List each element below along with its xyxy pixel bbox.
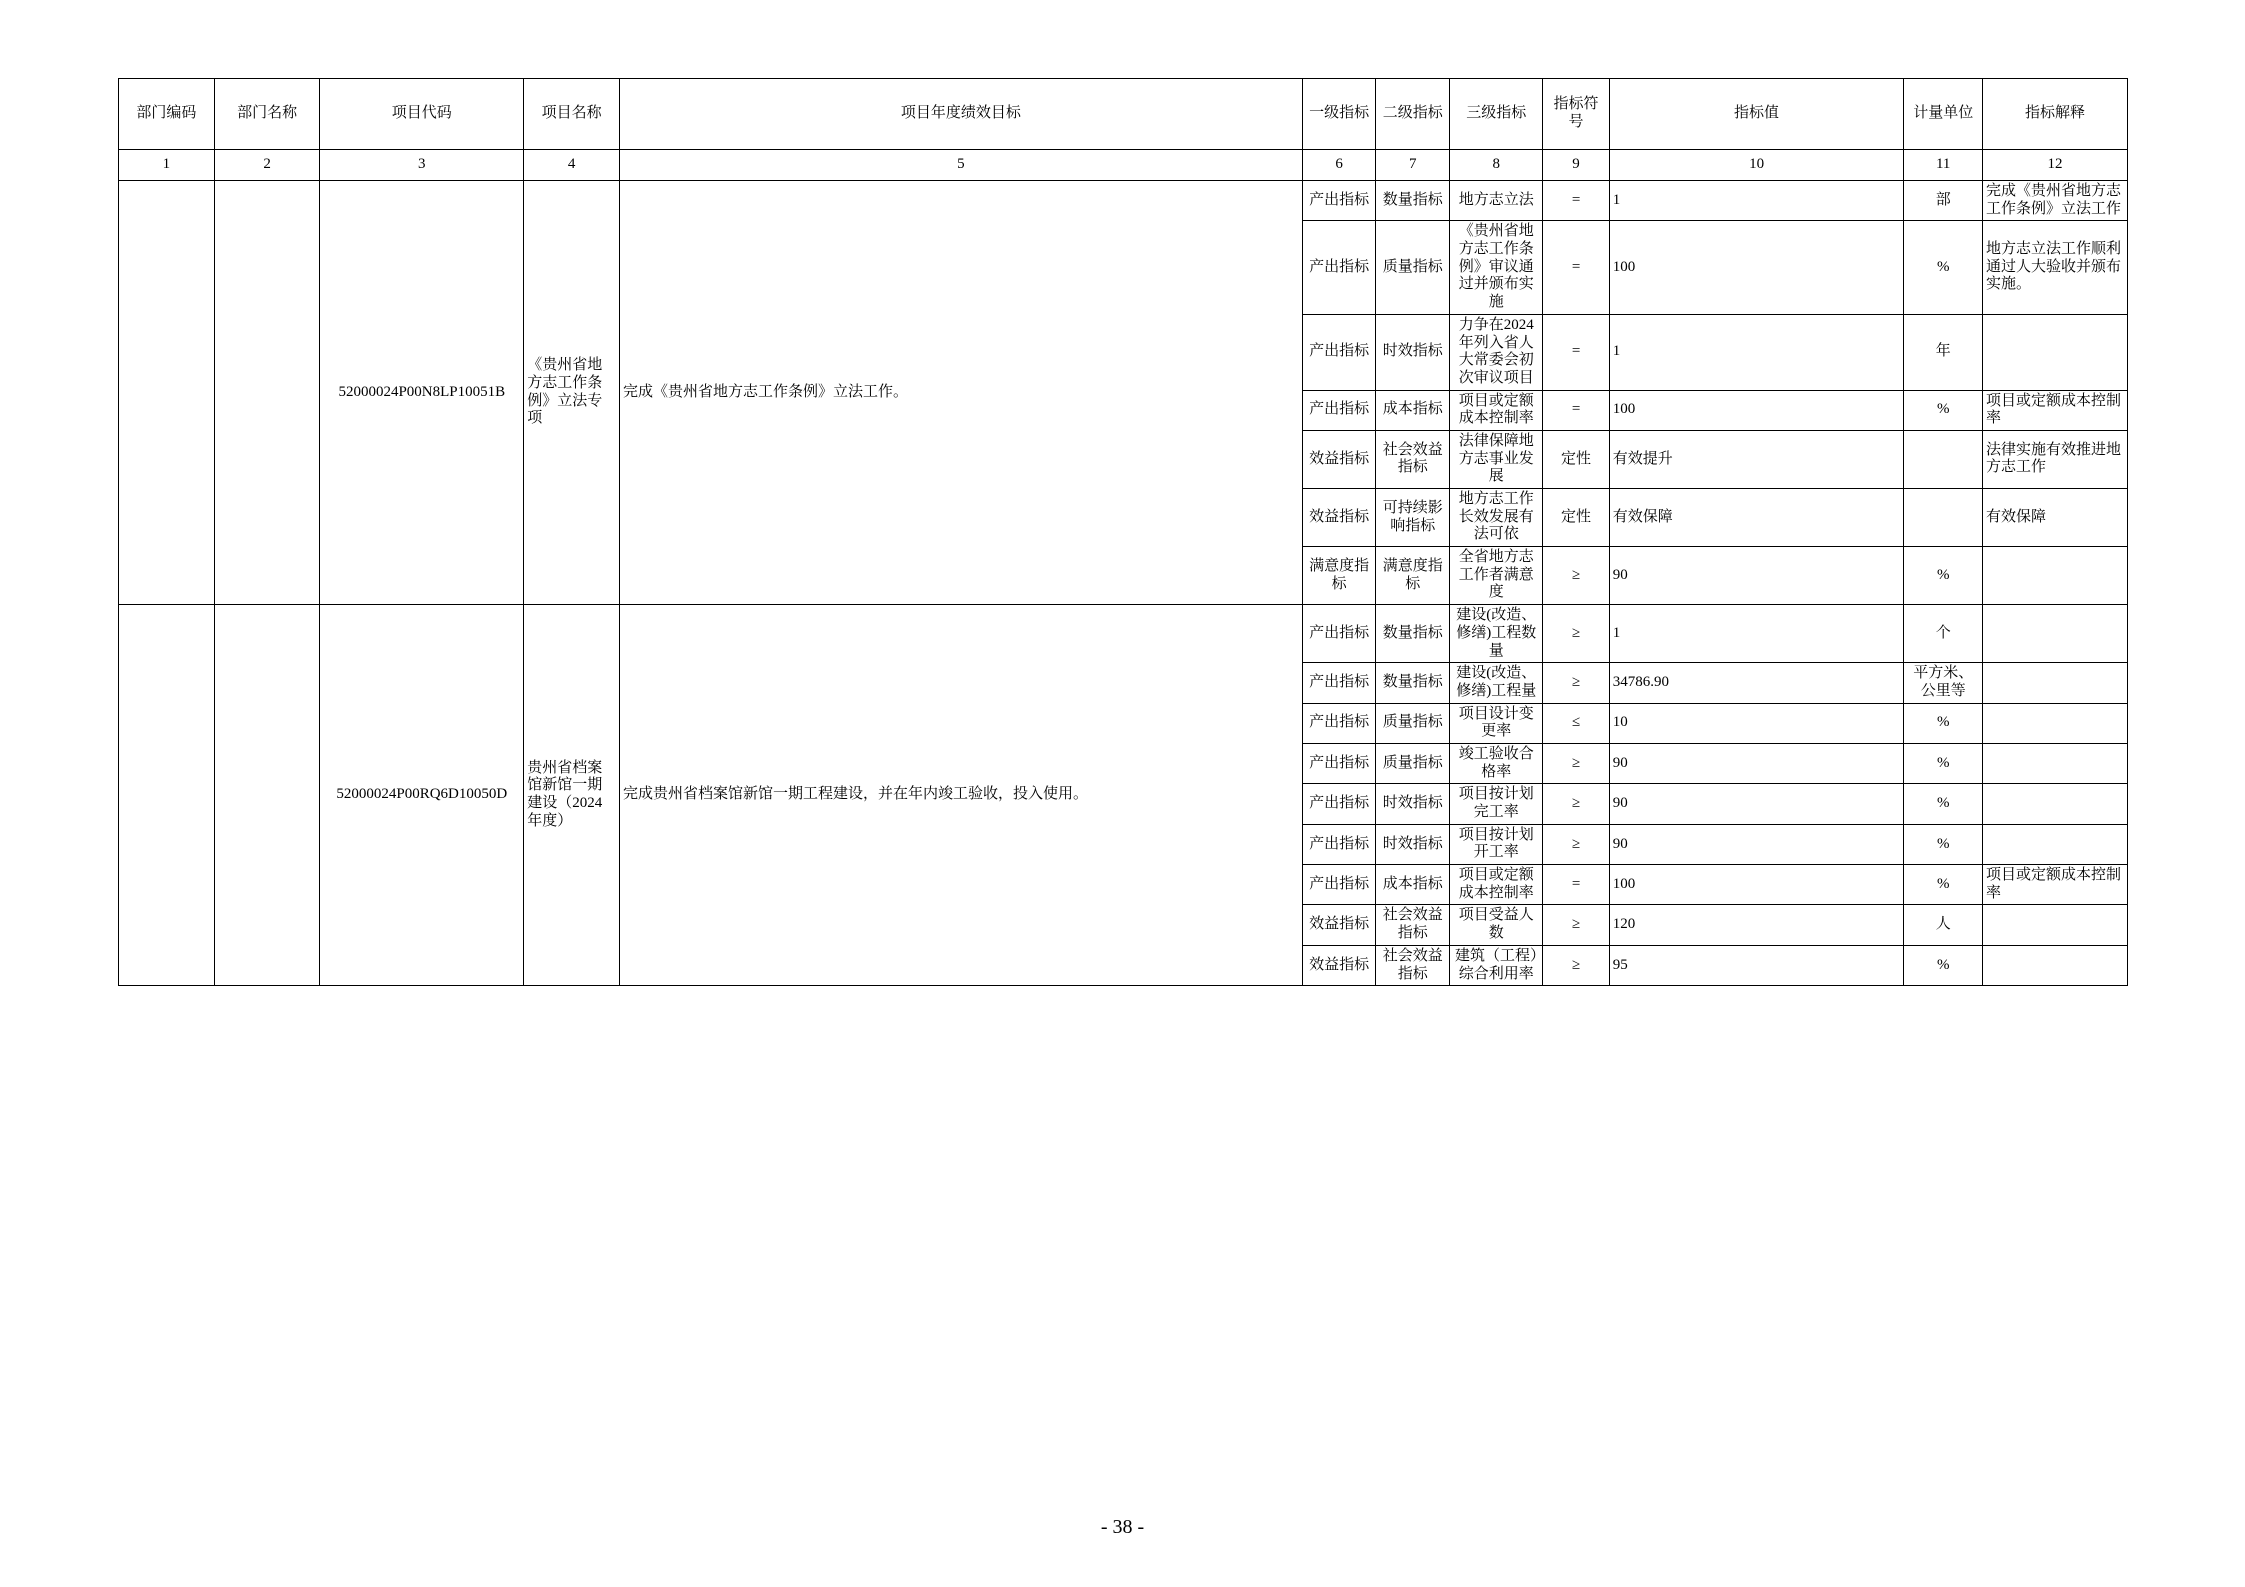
- cell-indicator-explanation: 地方志立法工作顺利通过人大验收并颁布实施。: [1983, 221, 2128, 314]
- cell-unit: %: [1904, 743, 1983, 783]
- cell-level3-indicator: 建设(改造、修缮)工程量: [1450, 663, 1543, 703]
- cell-unit: 平方米、公里等: [1904, 663, 1983, 703]
- cell-level3-indicator: 项目或定额成本控制率: [1450, 865, 1543, 905]
- performance-target-table: [118, 78, 2128, 986]
- cell-indicator-value: 34786.90: [1609, 663, 1904, 703]
- cell-indicator-explanation: 有效保障: [1983, 489, 2128, 547]
- cell-unit: %: [1904, 547, 1983, 605]
- cell-level2-indicator: 时效指标: [1376, 784, 1450, 824]
- cell-level2-indicator: 成本指标: [1376, 865, 1450, 905]
- cell-level3-indicator: 全省地方志工作者满意度: [1450, 547, 1543, 605]
- cell-indicator-value: 90: [1609, 743, 1904, 783]
- cell-level2-indicator: 数量指标: [1376, 663, 1450, 703]
- cell-department-name: [214, 181, 320, 605]
- cell-level3-indicator: 《贵州省地方志工作条例》审议通过并颁布实施: [1450, 221, 1543, 314]
- cell-project-name: 《贵州省地方志工作条例》立法专项: [524, 181, 620, 605]
- column-number: 12: [1983, 150, 2128, 181]
- cell-indicator-explanation: [1983, 314, 2128, 390]
- cell-department-code: [119, 181, 215, 605]
- cell-level2-indicator: 质量指标: [1376, 743, 1450, 783]
- cell-unit: %: [1904, 784, 1983, 824]
- cell-level3-indicator: 项目受益人数: [1450, 905, 1543, 945]
- cell-indicator-explanation: [1983, 663, 2128, 703]
- cell-level1-indicator: 满意度指标: [1302, 547, 1376, 605]
- cell-indicator-explanation: [1983, 824, 2128, 864]
- cell-unit: 个: [1904, 605, 1983, 663]
- cell-indicator-explanation: 项目或定额成本控制率: [1983, 390, 2128, 430]
- cell-indicator-value: 100: [1609, 390, 1904, 430]
- cell-level1-indicator: 产出指标: [1302, 703, 1376, 743]
- column-number: 11: [1904, 150, 1983, 181]
- column-number: 2: [214, 150, 320, 181]
- cell-department-name: [214, 605, 320, 986]
- cell-indicator-explanation: [1983, 743, 2128, 783]
- header-unit: 计量单位: [1904, 79, 1983, 150]
- column-number: 7: [1376, 150, 1450, 181]
- cell-indicator-value: 1: [1609, 314, 1904, 390]
- cell-indicator-value: 100: [1609, 221, 1904, 314]
- cell-indicator-symbol: =: [1543, 181, 1609, 221]
- header-project-code: 项目代码: [320, 79, 524, 150]
- column-number: 1: [119, 150, 215, 181]
- column-number: 10: [1609, 150, 1904, 181]
- cell-level2-indicator: 时效指标: [1376, 314, 1450, 390]
- table-row: [119, 181, 2128, 221]
- cell-indicator-value: 100: [1609, 865, 1904, 905]
- cell-level2-indicator: 成本指标: [1376, 390, 1450, 430]
- cell-unit: %: [1904, 824, 1983, 864]
- cell-indicator-explanation: [1983, 945, 2128, 985]
- cell-unit: 年: [1904, 314, 1983, 390]
- cell-indicator-value: 10: [1609, 703, 1904, 743]
- cell-level2-indicator: 数量指标: [1376, 181, 1450, 221]
- cell-indicator-value: 90: [1609, 824, 1904, 864]
- table-body: [119, 181, 2128, 986]
- cell-level1-indicator: 产出指标: [1302, 181, 1376, 221]
- cell-indicator-explanation: 完成《贵州省地方志工作条例》立法工作: [1983, 181, 2128, 221]
- cell-level2-indicator: 社会效益指标: [1376, 905, 1450, 945]
- column-number-row: [119, 150, 2128, 181]
- cell-unit: %: [1904, 945, 1983, 985]
- cell-level1-indicator: 产出指标: [1302, 390, 1376, 430]
- cell-level3-indicator: 项目设计变更率: [1450, 703, 1543, 743]
- cell-project-code: 52000024P00N8LP10051B: [320, 181, 524, 605]
- cell-level1-indicator: 产出指标: [1302, 221, 1376, 314]
- cell-level2-indicator: 社会效益指标: [1376, 430, 1450, 488]
- cell-unit: 人: [1904, 905, 1983, 945]
- cell-level1-indicator: 产出指标: [1302, 784, 1376, 824]
- table-header: [119, 79, 2128, 181]
- cell-indicator-symbol: 定性: [1543, 430, 1609, 488]
- column-number: 5: [620, 150, 1303, 181]
- cell-level3-indicator: 建筑（工程）综合利用率: [1450, 945, 1543, 985]
- cell-annual-goal: 完成《贵州省地方志工作条例》立法工作。: [620, 181, 1303, 605]
- cell-indicator-value: 90: [1609, 547, 1904, 605]
- cell-level2-indicator: 质量指标: [1376, 703, 1450, 743]
- cell-level1-indicator: 效益指标: [1302, 945, 1376, 985]
- cell-level3-indicator: 建设(改造、修缮)工程数量: [1450, 605, 1543, 663]
- cell-indicator-symbol: =: [1543, 865, 1609, 905]
- cell-indicator-value: 有效提升: [1609, 430, 1904, 488]
- header-department-name: 部门名称: [214, 79, 320, 150]
- cell-level1-indicator: 产出指标: [1302, 605, 1376, 663]
- header-annual-goal: 项目年度绩效目标: [620, 79, 1303, 150]
- cell-indicator-value: 1: [1609, 605, 1904, 663]
- cell-indicator-value: 有效保障: [1609, 489, 1904, 547]
- cell-level1-indicator: 产出指标: [1302, 865, 1376, 905]
- cell-unit: [1904, 430, 1983, 488]
- cell-project-name: 贵州省档案馆新馆一期建设（2024年度）: [524, 605, 620, 986]
- cell-level3-indicator: 地方志工作长效发展有法可依: [1450, 489, 1543, 547]
- cell-level1-indicator: 效益指标: [1302, 489, 1376, 547]
- header-level2-indicator: 二级指标: [1376, 79, 1450, 150]
- cell-indicator-symbol: ≥: [1543, 547, 1609, 605]
- header-project-name: 项目名称: [524, 79, 620, 150]
- cell-indicator-symbol: ≥: [1543, 824, 1609, 864]
- cell-indicator-symbol: 定性: [1543, 489, 1609, 547]
- cell-indicator-symbol: ≥: [1543, 605, 1609, 663]
- cell-level1-indicator: 产出指标: [1302, 663, 1376, 703]
- cell-annual-goal: 完成贵州省档案馆新馆一期工程建设，并在年内竣工验收，投入使用。: [620, 605, 1303, 986]
- header-indicator-symbol: 指标符号: [1543, 79, 1609, 150]
- header-department-code: 部门编码: [119, 79, 215, 150]
- header-indicator-explanation: 指标解释: [1983, 79, 2128, 150]
- header-indicator-value: 指标值: [1609, 79, 1904, 150]
- cell-level3-indicator: 项目或定额成本控制率: [1450, 390, 1543, 430]
- cell-indicator-symbol: ≤: [1543, 703, 1609, 743]
- cell-level1-indicator: 产出指标: [1302, 743, 1376, 783]
- cell-indicator-explanation: 项目或定额成本控制率: [1983, 865, 2128, 905]
- cell-level1-indicator: 产出指标: [1302, 314, 1376, 390]
- cell-level1-indicator: 效益指标: [1302, 905, 1376, 945]
- cell-indicator-symbol: ≥: [1543, 743, 1609, 783]
- cell-indicator-symbol: ≥: [1543, 663, 1609, 703]
- cell-indicator-symbol: ≥: [1543, 784, 1609, 824]
- cell-project-code: 52000024P00RQ6D10050D: [320, 605, 524, 986]
- cell-indicator-symbol: =: [1543, 221, 1609, 314]
- cell-unit: %: [1904, 221, 1983, 314]
- cell-indicator-symbol: =: [1543, 314, 1609, 390]
- cell-indicator-explanation: [1983, 703, 2128, 743]
- cell-indicator-explanation: [1983, 905, 2128, 945]
- cell-unit: %: [1904, 703, 1983, 743]
- cell-level2-indicator: 社会效益指标: [1376, 945, 1450, 985]
- cell-level2-indicator: 可持续影响指标: [1376, 489, 1450, 547]
- cell-level3-indicator: 项目按计划开工率: [1450, 824, 1543, 864]
- cell-unit: [1904, 489, 1983, 547]
- cell-indicator-explanation: [1983, 605, 2128, 663]
- cell-indicator-value: 120: [1609, 905, 1904, 945]
- column-number: 8: [1450, 150, 1543, 181]
- cell-indicator-value: 1: [1609, 181, 1904, 221]
- cell-level2-indicator: 数量指标: [1376, 605, 1450, 663]
- cell-level2-indicator: 质量指标: [1376, 221, 1450, 314]
- cell-level3-indicator: 法律保障地方志事业发展: [1450, 430, 1543, 488]
- cell-indicator-symbol: ≥: [1543, 905, 1609, 945]
- table-row: [119, 605, 2128, 663]
- cell-indicator-value: 95: [1609, 945, 1904, 985]
- cell-level1-indicator: 效益指标: [1302, 430, 1376, 488]
- cell-level3-indicator: 项目按计划完工率: [1450, 784, 1543, 824]
- cell-department-code: [119, 605, 215, 986]
- cell-indicator-symbol: =: [1543, 390, 1609, 430]
- cell-level3-indicator: 地方志立法: [1450, 181, 1543, 221]
- cell-indicator-value: 90: [1609, 784, 1904, 824]
- cell-level2-indicator: 时效指标: [1376, 824, 1450, 864]
- column-number: 9: [1543, 150, 1609, 181]
- cell-indicator-symbol: ≥: [1543, 945, 1609, 985]
- column-number: 4: [524, 150, 620, 181]
- header-level3-indicator: 三级指标: [1450, 79, 1543, 150]
- cell-level1-indicator: 产出指标: [1302, 824, 1376, 864]
- column-number: 6: [1302, 150, 1376, 181]
- cell-unit: 部: [1904, 181, 1983, 221]
- cell-unit: %: [1904, 390, 1983, 430]
- cell-level2-indicator: 满意度指标: [1376, 547, 1450, 605]
- cell-unit: %: [1904, 865, 1983, 905]
- cell-indicator-explanation: 法律实施有效推进地方志工作: [1983, 430, 2128, 488]
- page-number: - 38 -: [1100, 1516, 1145, 1538]
- header-level1-indicator: 一级指标: [1302, 79, 1376, 150]
- column-number: 3: [320, 150, 524, 181]
- cell-level3-indicator: 竣工验收合格率: [1450, 743, 1543, 783]
- cell-indicator-explanation: [1983, 547, 2128, 605]
- cell-indicator-explanation: [1983, 784, 2128, 824]
- cell-level3-indicator: 力争在2024年列入省人大常委会初次审议项目: [1450, 314, 1543, 390]
- header-row: [119, 79, 2128, 150]
